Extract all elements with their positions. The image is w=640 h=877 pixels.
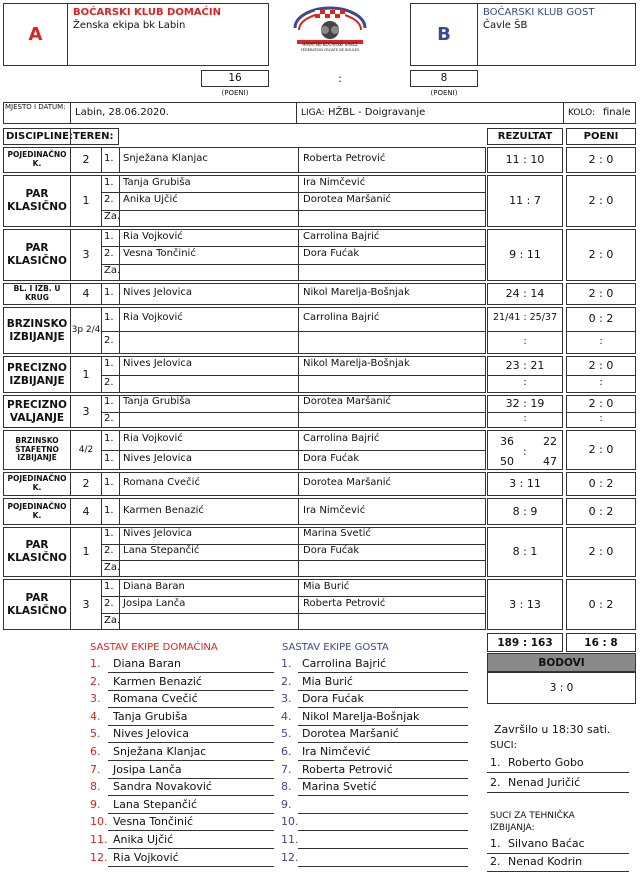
home-roster-title: SASTAV EKIPE DOMAĆINA	[90, 642, 218, 653]
place-date-label: MJESTO I DATUM:	[5, 103, 66, 111]
home-roster-number: 4.	[90, 709, 101, 723]
match-points-2: :	[599, 335, 603, 347]
roster-line	[108, 760, 274, 761]
guest-roster-number: 8.	[281, 780, 292, 794]
roster-line	[298, 760, 468, 761]
home-player: Diana Baran	[123, 581, 185, 592]
row-divider	[566, 375, 636, 376]
home-letter: A	[28, 24, 43, 45]
roster-line	[298, 672, 468, 673]
home-team-name: Ženska ekipa bk Labin	[73, 20, 186, 31]
divider	[298, 175, 299, 227]
match-points: 2 : 0	[588, 153, 614, 166]
match-points: 2 : 0	[588, 396, 614, 410]
player-number: 1.	[104, 581, 114, 592]
home-roster-number: 3.	[90, 692, 101, 706]
total-result-box	[487, 633, 563, 652]
roster-line	[298, 866, 468, 867]
home-roster-name: Anika Ujčić	[113, 833, 174, 846]
match-points: 2 : 0	[588, 287, 614, 300]
home-player: Romana Cvečić	[123, 477, 200, 488]
judge-name: Roberto Gobo	[508, 756, 584, 769]
match-points-2: :	[599, 377, 603, 388]
home-letter-box	[3, 3, 68, 66]
match-points: 2 : 0	[588, 443, 614, 456]
roster-line	[298, 742, 468, 743]
guest-player: Roberta Petrović	[303, 598, 386, 609]
home-player: Snježana Klanjac	[123, 153, 208, 164]
home-roster-number: 6.	[90, 745, 101, 758]
guest-roster-title: SASTAV EKIPE GOSTA	[282, 642, 389, 653]
row-divider	[487, 375, 563, 376]
player-number: Za.	[104, 265, 121, 276]
match-points: 2 : 0	[588, 248, 614, 261]
roster-line	[298, 830, 468, 831]
match-result: 11 : 10	[505, 153, 545, 166]
home-roster-number: 5.	[90, 727, 101, 741]
divider	[298, 472, 299, 496]
player-number: 2.	[104, 413, 114, 424]
player-number: Za.	[104, 211, 121, 222]
total-result: 189 : 163	[497, 637, 553, 649]
guest-club-title: BOĆARSKI KLUB GOST	[483, 7, 595, 18]
divider	[298, 283, 299, 305]
place-date: Labin, 28.06.2020.	[75, 107, 169, 118]
discipline-label: POJEDINAČNO K.	[7, 474, 67, 492]
judge-number: 2.	[490, 776, 501, 789]
home-player: Karmen Benazić	[123, 505, 204, 516]
guest-roster-number: 5.	[281, 727, 292, 741]
col-disciplines: DISCIPLINE:	[3, 128, 71, 145]
home-roster-name: Josipa Lanča	[113, 762, 182, 776]
home-player: Nives Jelovica	[123, 287, 193, 298]
home-points: 16	[228, 72, 242, 84]
tech-judge-number: 2.	[490, 855, 501, 868]
guest-player: Carrolina Bajrić	[303, 433, 380, 444]
home-player: Ria Vojković	[123, 312, 183, 323]
discipline-label: PAR KLASIČNO	[7, 242, 67, 267]
home-roster-name: Karmen Benazić	[113, 674, 202, 688]
home-roster-number: 10.	[90, 815, 108, 829]
divider	[298, 579, 299, 630]
home-roster-name: Lana Stepančić	[113, 797, 197, 811]
match-result: 8 : 9	[512, 504, 538, 518]
tech-judges-label-1: SUCI ZA TEHNIČKA	[490, 811, 575, 821]
match-result: 24 : 14	[505, 287, 545, 300]
player-number: 1.	[104, 177, 114, 188]
guest-letter-box	[410, 3, 478, 66]
player-number: 1.	[104, 396, 114, 407]
relay-b: 22	[543, 435, 557, 448]
court-number: 2	[82, 153, 90, 167]
federation-logo	[289, 4, 371, 54]
guest-roster-number: 1.	[281, 657, 292, 670]
home-player: Nives Jelovica	[123, 358, 193, 369]
roster-line	[298, 778, 468, 779]
divider	[119, 147, 120, 173]
roster-line	[108, 866, 274, 867]
player-number: 1.	[104, 153, 114, 164]
round-value: finale	[603, 107, 631, 118]
discipline-label: PAR KLASIČNO	[7, 188, 67, 213]
court-number: 2	[82, 477, 90, 491]
home-player: Nives Jelovica	[123, 528, 193, 539]
match-points: 2 : 0	[588, 358, 614, 372]
logo-text-2: FÉDÉRATION CROATE DE BOULES	[300, 48, 360, 52]
judge-line	[487, 792, 629, 793]
tech-judge-line	[487, 853, 629, 854]
match-result-2: :	[523, 413, 527, 424]
guest-roster-number: 3.	[281, 692, 292, 706]
guest-roster-name: Mia Burić	[302, 674, 353, 688]
home-player: Vesna Tončinić	[123, 248, 196, 259]
total-points-box	[566, 633, 636, 652]
row-divider	[101, 613, 486, 614]
discipline-label: BL. I IZB. U KRUG	[13, 284, 61, 302]
player-number: 1.	[104, 433, 114, 444]
home-roster-name: Romana Cvečić	[113, 692, 198, 706]
bodovi-value: 3 : 0	[549, 682, 574, 694]
row-divider	[101, 210, 486, 211]
row-divider	[101, 192, 486, 193]
divider	[298, 147, 299, 173]
judges-label: SUCI:	[490, 740, 517, 751]
divider	[119, 498, 120, 525]
roster-line	[108, 795, 274, 796]
match-points: 2 : 0	[588, 545, 614, 558]
match-result: 23 : 21	[505, 358, 545, 372]
match-result: 9 : 11	[509, 248, 541, 261]
player-number: Za.	[104, 562, 121, 573]
player-number: 2.	[104, 335, 114, 346]
home-roster-name: Snježana Klanjac	[113, 745, 207, 758]
discipline-label: POJEDINAČNO K.	[7, 501, 67, 520]
match-result: 3 : 11	[509, 477, 541, 490]
row-divider	[101, 375, 486, 376]
guest-player: Nikol Marelja-Bošnjak	[303, 287, 410, 298]
col-court: TEREN:	[70, 128, 119, 145]
match-result-2: :	[523, 335, 527, 347]
round-label: KOLO:	[568, 108, 596, 118]
court-number: 4	[82, 504, 90, 518]
guest-player: Nikol Marelja-Bošnjak	[303, 358, 410, 369]
player-number: 1.	[104, 453, 114, 464]
judge-line	[487, 772, 629, 773]
home-points-box	[201, 70, 269, 87]
league-label: LIGA:	[301, 108, 325, 118]
guest-club-box	[477, 3, 636, 66]
home-player: Anika Ujčić	[123, 194, 178, 205]
home-roster-number: 2.	[90, 674, 101, 688]
match-points: 0 : 2	[588, 312, 614, 325]
court-number: 1	[82, 545, 90, 559]
guest-player: Mia Burić	[303, 581, 350, 592]
roster-line	[108, 778, 274, 779]
row-divider	[101, 331, 486, 332]
match-result: 3 : 13	[509, 597, 541, 611]
home-player: Lana Stepančić	[123, 545, 200, 556]
home-player: Josipa Lanča	[123, 598, 186, 609]
guest-player: Ira Nimčević	[303, 505, 366, 516]
home-roster-name: Vesna Tončinić	[113, 815, 194, 829]
home-roster-number: 1.	[90, 657, 101, 670]
relay-c: 50	[500, 455, 514, 468]
divider	[119, 472, 120, 496]
player-number: 2.	[104, 377, 114, 388]
player-number: 1.	[104, 505, 114, 516]
home-roster-name: Nives Jelovica	[113, 727, 189, 741]
tech-judge-number: 1.	[490, 837, 501, 850]
guest-player: Carrolina Bajrić	[303, 312, 380, 323]
guest-player: Dora Fućak	[303, 248, 360, 259]
judge-name: Nenad Juričić	[508, 776, 581, 789]
row-divider	[101, 246, 486, 247]
match-result: 32 : 19	[505, 396, 545, 410]
guest-player: Ira Nimčević	[303, 177, 366, 188]
tech-judge-name: Silvano Baćac	[508, 837, 585, 850]
guest-player: Dora Fućak	[303, 545, 360, 556]
guest-points-label: (POENI)	[430, 89, 458, 97]
guest-player: Dora Fućak	[303, 453, 360, 464]
roster-line	[298, 813, 468, 814]
guest-roster-number: 9.	[281, 797, 292, 811]
guest-roster-number: 11.	[281, 833, 299, 846]
player-number: Za.	[104, 615, 121, 626]
guest-roster-number: 7.	[281, 762, 292, 776]
divider	[119, 283, 120, 305]
home-roster-name: Sandra Novaković	[113, 780, 212, 794]
player-number: 1.	[104, 477, 114, 488]
bodovi-label: BODOVI	[538, 657, 585, 669]
match-result: 21/41 : 25/37	[493, 312, 557, 323]
roster-line	[298, 707, 468, 708]
guest-team-name: Čavle ŠB	[483, 20, 528, 31]
row-divider	[101, 264, 486, 265]
guest-roster-name: Marina Svetić	[302, 780, 377, 794]
court-number: 3p 2/4	[71, 325, 101, 336]
match-result: 11 : 7	[509, 194, 541, 207]
tech-judge-name: Nenad Kodrin	[508, 855, 583, 868]
row-divider	[101, 596, 486, 597]
col-points: POENI	[566, 128, 636, 145]
league-name: HŽBL - Doigravanje	[328, 107, 426, 118]
discipline-label: PRECIZNO VALJANJE	[7, 398, 67, 424]
player-number: 1.	[104, 312, 114, 323]
player-number: 1.	[104, 231, 114, 242]
player-number: 1.	[104, 287, 114, 298]
row-divider	[101, 450, 486, 451]
home-roster-name: Ria Vojković	[113, 850, 179, 864]
player-number: 2.	[104, 545, 114, 556]
guest-roster-name: Nikol Marelja-Bošnjak	[302, 709, 420, 723]
guest-roster-number: 12.	[281, 850, 299, 864]
home-player: Tanja Grubiša	[123, 396, 191, 407]
court-number: 3	[82, 248, 90, 262]
home-roster-number: 12.	[90, 850, 108, 864]
discipline-label: PAR KLASIČNO	[7, 539, 67, 564]
player-number: 1.	[104, 528, 114, 539]
row-divider	[487, 331, 563, 332]
relay-a: 36	[500, 435, 514, 448]
guest-roster-number: 6.	[281, 745, 292, 758]
match-points: 0 : 2	[588, 477, 614, 490]
roster-line	[108, 848, 274, 849]
guest-roster-number: 10.	[281, 815, 299, 829]
guest-roster-name: Ira Nimčević	[302, 745, 371, 758]
discipline-label: BRZINSKO IZBIJANJE	[6, 317, 68, 343]
bodovi-header	[487, 653, 636, 672]
roster-line	[298, 690, 468, 691]
row-divider	[101, 560, 486, 561]
court-number: 4	[82, 287, 90, 301]
match-points: 2 : 0	[588, 194, 614, 207]
roster-line	[108, 707, 274, 708]
discipline-label: POJEDINAČNO K.	[7, 150, 67, 168]
home-club-title: BOĆARSKI KLUB DOMAĆIN	[73, 7, 221, 18]
court-number: 3	[82, 597, 90, 611]
tech-judges-label-2: IZBIJANJA:	[490, 823, 535, 833]
roster-line	[298, 795, 468, 796]
home-points-label: (POENI)	[221, 89, 249, 97]
total-points: 16 : 8	[584, 637, 618, 649]
roster-line	[108, 742, 274, 743]
match-points: 0 : 2	[588, 597, 614, 611]
guest-letter: B	[437, 24, 451, 45]
player-number: 2.	[104, 248, 114, 259]
home-club-box	[67, 3, 269, 66]
player-number: 2.	[104, 194, 114, 205]
guest-points: 8	[440, 72, 448, 84]
court-number: 1	[82, 194, 90, 208]
roster-line	[108, 813, 274, 814]
divider	[298, 498, 299, 525]
finished-time: Završilo u 18:30 sati.	[494, 723, 611, 736]
roster-line	[108, 725, 274, 726]
home-player: Tanja Grubiša	[123, 177, 191, 188]
row-divider	[101, 412, 486, 413]
guest-player: Marina Svetić	[303, 528, 371, 539]
guest-player: Roberta Petrović	[303, 153, 386, 164]
guest-player: Dorotea Maršanić	[303, 194, 392, 205]
guest-roster-number: 4.	[281, 709, 292, 723]
home-player: Ria Vojković	[123, 433, 183, 444]
discipline-label: BRZINSKO ŠTAFETNO IZBIJANJE	[15, 436, 59, 463]
home-roster-number: 11.	[90, 833, 108, 846]
discipline-label: PAR KLASIČNO	[7, 591, 67, 617]
player-number: 1.	[104, 358, 114, 369]
guest-roster-name: Carrolina Bajrić	[302, 657, 387, 670]
roster-line	[108, 830, 274, 831]
row-divider	[566, 331, 636, 332]
guest-roster-name: Dorotea Maršanić	[302, 727, 399, 741]
player-number: 2.	[104, 598, 114, 609]
roster-line	[108, 690, 274, 691]
home-player: Nives Jelovica	[123, 453, 193, 464]
home-player: Ria Vojković	[123, 231, 183, 242]
discipline-label: PRECIZNO IZBIJANJE	[7, 361, 67, 387]
court-number: 4/2	[78, 444, 94, 455]
divider	[298, 527, 299, 577]
points-colon: :	[338, 73, 342, 85]
home-roster-number: 7.	[90, 762, 101, 776]
relay-sep: :	[523, 445, 527, 458]
guest-roster-name: Roberta Petrović	[302, 762, 393, 776]
relay-d: 47	[543, 455, 557, 468]
home-roster-number: 8.	[90, 780, 101, 794]
roster-line	[298, 725, 468, 726]
tech-judge-line	[487, 871, 629, 872]
guest-points-box	[410, 70, 478, 87]
match-points: 0 : 2	[588, 504, 614, 518]
guest-player: Dorotea Maršanić	[303, 396, 392, 407]
guest-roster-number: 2.	[281, 674, 292, 688]
guest-roster-name: Dora Fućak	[302, 692, 364, 706]
roster-line	[298, 848, 468, 849]
home-roster-name: Tanja Grubiša	[113, 709, 188, 723]
bodovi-box	[487, 672, 636, 704]
home-roster-number: 9.	[90, 797, 101, 811]
court-number: 1	[82, 367, 90, 381]
court-number: 3	[82, 404, 90, 418]
roster-line	[108, 672, 274, 673]
home-roster-name: Diana Baran	[113, 657, 181, 670]
match-result: 8 : 1	[512, 545, 538, 558]
guest-player: Dorotea Maršanić	[303, 477, 392, 488]
judge-number: 1.	[490, 756, 501, 769]
col-result: REZULTAT	[487, 128, 563, 145]
logo-text-1: HRVATSKI BOĆARSKI SAVEZ	[302, 42, 358, 47]
guest-player: Carrolina Bajrić	[303, 231, 380, 242]
divider	[298, 229, 299, 281]
match-result-2: :	[523, 377, 527, 388]
match-points-2: :	[599, 413, 603, 424]
